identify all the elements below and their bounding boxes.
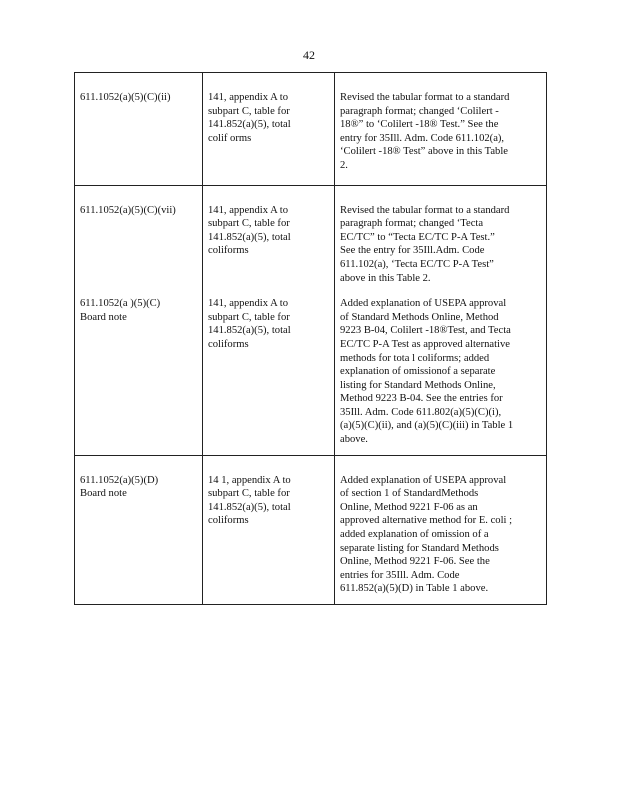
cell-text-line: ‘Colilert -18® Test” above in this Table xyxy=(340,146,508,158)
cell-text-line: 611.1052(a)(5)(C)(ii) xyxy=(80,92,171,103)
cell-text-line: 14 1, appendix A to xyxy=(208,474,291,486)
cell-text-line: 611.1052(a)(5)(D) xyxy=(80,474,159,486)
cell-text-line: paragraph format; changed ‘Tecta xyxy=(340,218,484,230)
cell-text-line: 141.852(a)(5), total xyxy=(208,231,291,243)
section-cell xyxy=(75,73,203,186)
cell-text-line: explanation of omissionof a separate xyxy=(340,366,496,378)
cell-text-line: Method 9223 B-04. See the entries for xyxy=(340,393,503,405)
cell-text-line: listing for Standard Methods Online, xyxy=(340,379,496,391)
change-cell xyxy=(335,185,547,285)
cell-text-line: Revised the tabular format to a standard xyxy=(340,204,510,216)
federal-rule-cell xyxy=(203,285,335,455)
cell-text-line: 35Ill. Adm. Code 611.802(a)(5)(C)(i), xyxy=(340,406,502,418)
cell-text-line: 611.102(a), ‘Tecta EC/TC P-A Test” xyxy=(340,258,494,270)
table-row xyxy=(75,285,547,455)
cell-text-line: 18®” to ‘Colilert -18® Test.” See the xyxy=(340,119,499,131)
cell-text-line: subpart C, table for xyxy=(208,218,290,230)
cell-text-line: paragraph format; changed ‘Colilert - xyxy=(340,105,499,117)
cell-text-line: Board note xyxy=(80,488,127,500)
page-number: 42 xyxy=(303,48,315,62)
cell-text-line: approved alternative method for E. coli ; xyxy=(340,515,513,527)
change-cell xyxy=(335,285,547,455)
cell-text-line: 141.852(a)(5), total xyxy=(208,501,291,513)
table-row xyxy=(75,455,547,604)
section-cell xyxy=(75,455,203,604)
cell-text-line: Revised the tabular format to a standard xyxy=(340,92,510,103)
cell-text-line: separate listing for Standard Methods xyxy=(340,542,499,554)
cell-text-line: EC/TC P-A Test as approved alternative xyxy=(340,338,510,350)
cell-text-line: 141, appendix A to xyxy=(208,298,289,310)
table-row xyxy=(75,185,547,285)
cell-text-line: 141.852(a)(5), total xyxy=(208,119,291,131)
changes-table xyxy=(74,72,547,605)
cell-text-line: methods for tota l coliforms; added xyxy=(340,352,490,364)
cell-text-line: 611.852(a)(5)(D) in Table 1 above. xyxy=(340,583,489,595)
cell-text-line: of Standard Methods Online, Method xyxy=(340,311,499,323)
cell-text-line: entry for 35Ill. Adm. Code 611.102(a), xyxy=(340,132,505,144)
cell-text-line: coliforms xyxy=(208,515,249,527)
cell-text-line: Online, Method 9221 F-06. See the xyxy=(340,556,490,568)
table-row xyxy=(75,73,547,186)
cell-text-line: coliforms xyxy=(208,338,249,350)
federal-rule-cell xyxy=(203,73,335,186)
cell-text-line: (a)(5)(C)(ii), and (a)(5)(C)(iii) in Table 1 xyxy=(340,420,514,432)
cell-text-line: added explanation of omission of a xyxy=(340,529,489,541)
change-cell xyxy=(335,73,547,186)
cell-text-line: above in this Table 2. xyxy=(340,272,431,284)
cell-text-line: See the entry for 35Ill.Adm. Code xyxy=(340,245,485,257)
cell-text-line: Board note xyxy=(80,311,127,323)
cell-text-line: Online, Method 9221 F-06 as an xyxy=(340,501,478,513)
federal-rule-cell xyxy=(203,455,335,604)
cell-text-line: Added explanation of USEPA approval xyxy=(340,298,507,310)
cell-text-line: of section 1 of StandardMethods xyxy=(340,488,479,500)
cell-text-line: subpart C, table for xyxy=(208,105,290,117)
cell-text-line: 611.1052(a)(5)(C)(vii) xyxy=(80,204,176,216)
federal-rule-cell xyxy=(203,185,335,285)
cell-text-line: Added explanation of USEPA approval xyxy=(340,474,507,486)
change-cell xyxy=(335,455,547,604)
changes-table-body xyxy=(75,73,547,605)
cell-text-line: subpart C, table for xyxy=(208,311,290,323)
section-cell xyxy=(75,285,203,455)
cell-text-line: 2. xyxy=(340,159,348,171)
cell-text-line: coliforms xyxy=(208,245,249,257)
cell-text-line: 611.1052(a )(5)(C) xyxy=(80,298,161,310)
cell-text-line: EC/TC” to “Tecta EC/TC P-A Test.” xyxy=(340,231,495,243)
cell-text-line: 141, appendix A to xyxy=(208,204,289,216)
cell-text-line: above. xyxy=(340,434,368,446)
cell-text-line: 141, appendix A to xyxy=(208,92,289,103)
cell-text-line: entries for 35Ill. Adm. Code xyxy=(340,569,460,581)
section-cell xyxy=(75,185,203,285)
cell-text-line: colif orms xyxy=(208,132,252,144)
cell-text-line: 9223 B-04, Colilert -18®Test, and Tecta xyxy=(340,325,511,337)
cell-text-line: subpart C, table for xyxy=(208,488,290,500)
cell-text-line: 141.852(a)(5), total xyxy=(208,325,291,337)
